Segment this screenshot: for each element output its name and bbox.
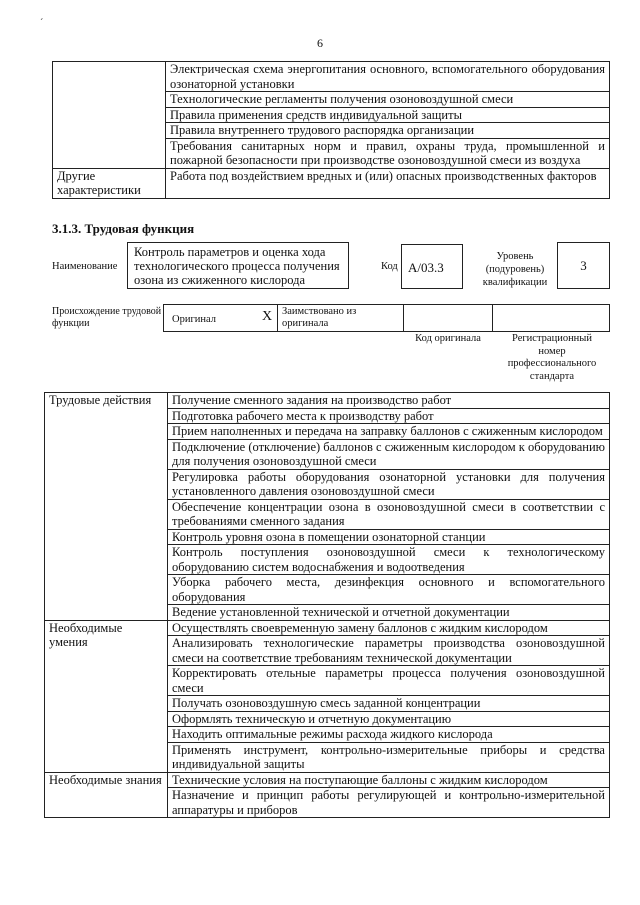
- row-category: [53, 123, 166, 139]
- table-row: [53, 123, 610, 139]
- section-title: 3.1.3. Трудовая функция: [52, 221, 195, 236]
- scan-mark: ´: [40, 18, 44, 29]
- table-row: [53, 62, 610, 92]
- list-item: Назначение и принцип работы регулирующей и контрольно-измерительной аппаратуры и приборов: [168, 788, 610, 818]
- list-item: Подготовка рабочего места к производству работ: [168, 408, 610, 424]
- table-row: [53, 168, 610, 198]
- row-text: Требования санитарных норм и правил, охраны труда, промышленной и пожарной безопасности при производстве озоновоздушной смеси из воздуха: [166, 138, 610, 168]
- registration-number-cell: [492, 304, 610, 332]
- original-code-cell: [403, 304, 493, 332]
- table-row: [53, 92, 610, 108]
- list-item: Применять инструмент, контрольно-измерительные приборы и средства индивидуальной защиты: [168, 742, 610, 772]
- original-label: Оригинал: [172, 314, 216, 325]
- function-code-box: А/03.3: [401, 244, 463, 289]
- row-text: Работа под воздействием вредных и (или) опасных производственных факторов: [166, 168, 610, 198]
- list-item: Уборка рабочего места, дезинфекция основного и вспомогательного оборудования: [168, 575, 610, 605]
- list-item: Технические условия на поступающие баллоны с жидким кислородом: [168, 772, 610, 788]
- registration-caption: Регистрационный номер профессионального стандарта: [507, 333, 597, 382]
- qualification-level-box: 3: [557, 242, 610, 289]
- list-item: Оформлять техническую и отчетную документацию: [168, 711, 610, 727]
- row-category: [53, 62, 166, 92]
- row-category: [53, 107, 166, 123]
- list-item: Корректировать отельные параметры процесса получения озоновоздушной смеси: [168, 666, 610, 696]
- row-text: Электрическая схема энергопитания основного, вспомогательного оборудования озонаторной установки: [166, 62, 610, 92]
- list-item: Получать озоновоздушную смесь заданной концентрации: [168, 696, 610, 712]
- borrowed-cell: Заимствовано из оригинала: [277, 304, 404, 332]
- code-caption: Код оригинала: [415, 333, 481, 344]
- row-text: Правила применения средств индивидуальной защиты: [166, 107, 610, 123]
- list-item: Подключение (отключение) баллонов с сжиженным кислородом к оборудованию для получения озоновоздушной смеси: [168, 439, 610, 469]
- list-item: Осуществлять своевременную замену баллонов с жидким кислородом: [168, 620, 610, 636]
- page-number: 6: [317, 36, 323, 50]
- top-characteristics-table: [52, 61, 610, 199]
- original-mark: Х: [262, 309, 273, 324]
- list-item: Регулировка работы оборудования озонаторной установки для получения установленного давления озоновоздушной смеси: [168, 469, 610, 499]
- row-category: [53, 92, 166, 108]
- table-row: [53, 138, 610, 168]
- table-row: [53, 107, 610, 123]
- list-item: Анализировать технологические параметры производства озоновоздушной смеси на соответствие требованиям технической документации: [168, 636, 610, 666]
- table-row: [45, 393, 610, 409]
- list-item: Контроль уровня озона в помещении озонаторной станции: [168, 529, 610, 545]
- row-text: Технологические регламенты получения озоновоздушной смеси: [166, 92, 610, 108]
- list-item: Прием наполненных и передача на заправку баллонов с сжиженным кислородом: [168, 424, 610, 440]
- original-cell: [163, 304, 278, 332]
- row-category: Другие характеристики: [53, 168, 166, 198]
- group-category: Необходимые умения: [45, 620, 168, 772]
- list-item: Обеспечение концентрации озона в озоновоздушной смеси в соответствии с требованиями сменного задания: [168, 499, 610, 529]
- group-category: Необходимые знания: [45, 772, 168, 818]
- list-item: Получение сменного задания на производство работ: [168, 393, 610, 409]
- code-label: Код: [381, 261, 398, 272]
- labor-function-table: [44, 392, 610, 818]
- list-item: Ведение установленной технической и отчетной документации: [168, 605, 610, 621]
- level-label: Уровень (подуровень) квалификации: [482, 251, 548, 288]
- table-row: [45, 772, 610, 788]
- name-label: Наименование: [52, 261, 118, 272]
- function-name-box: Контроль параметров и оценка хода технологического процесса получения озона из сжиженного кислорода: [127, 242, 349, 289]
- list-item: Контроль поступления озоновоздушной смеси к технологическому оборудованию систем водоснабжения и водоотведения: [168, 545, 610, 575]
- row-text: Правила внутреннего трудового распорядка организации: [166, 123, 610, 139]
- list-item: Находить оптимальные режимы расхода жидкого кислорода: [168, 727, 610, 743]
- table-row: [45, 620, 610, 636]
- origin-label: Происхождение трудовой функции: [52, 306, 162, 329]
- row-category: [53, 138, 166, 168]
- group-category: Трудовые действия: [45, 393, 168, 621]
